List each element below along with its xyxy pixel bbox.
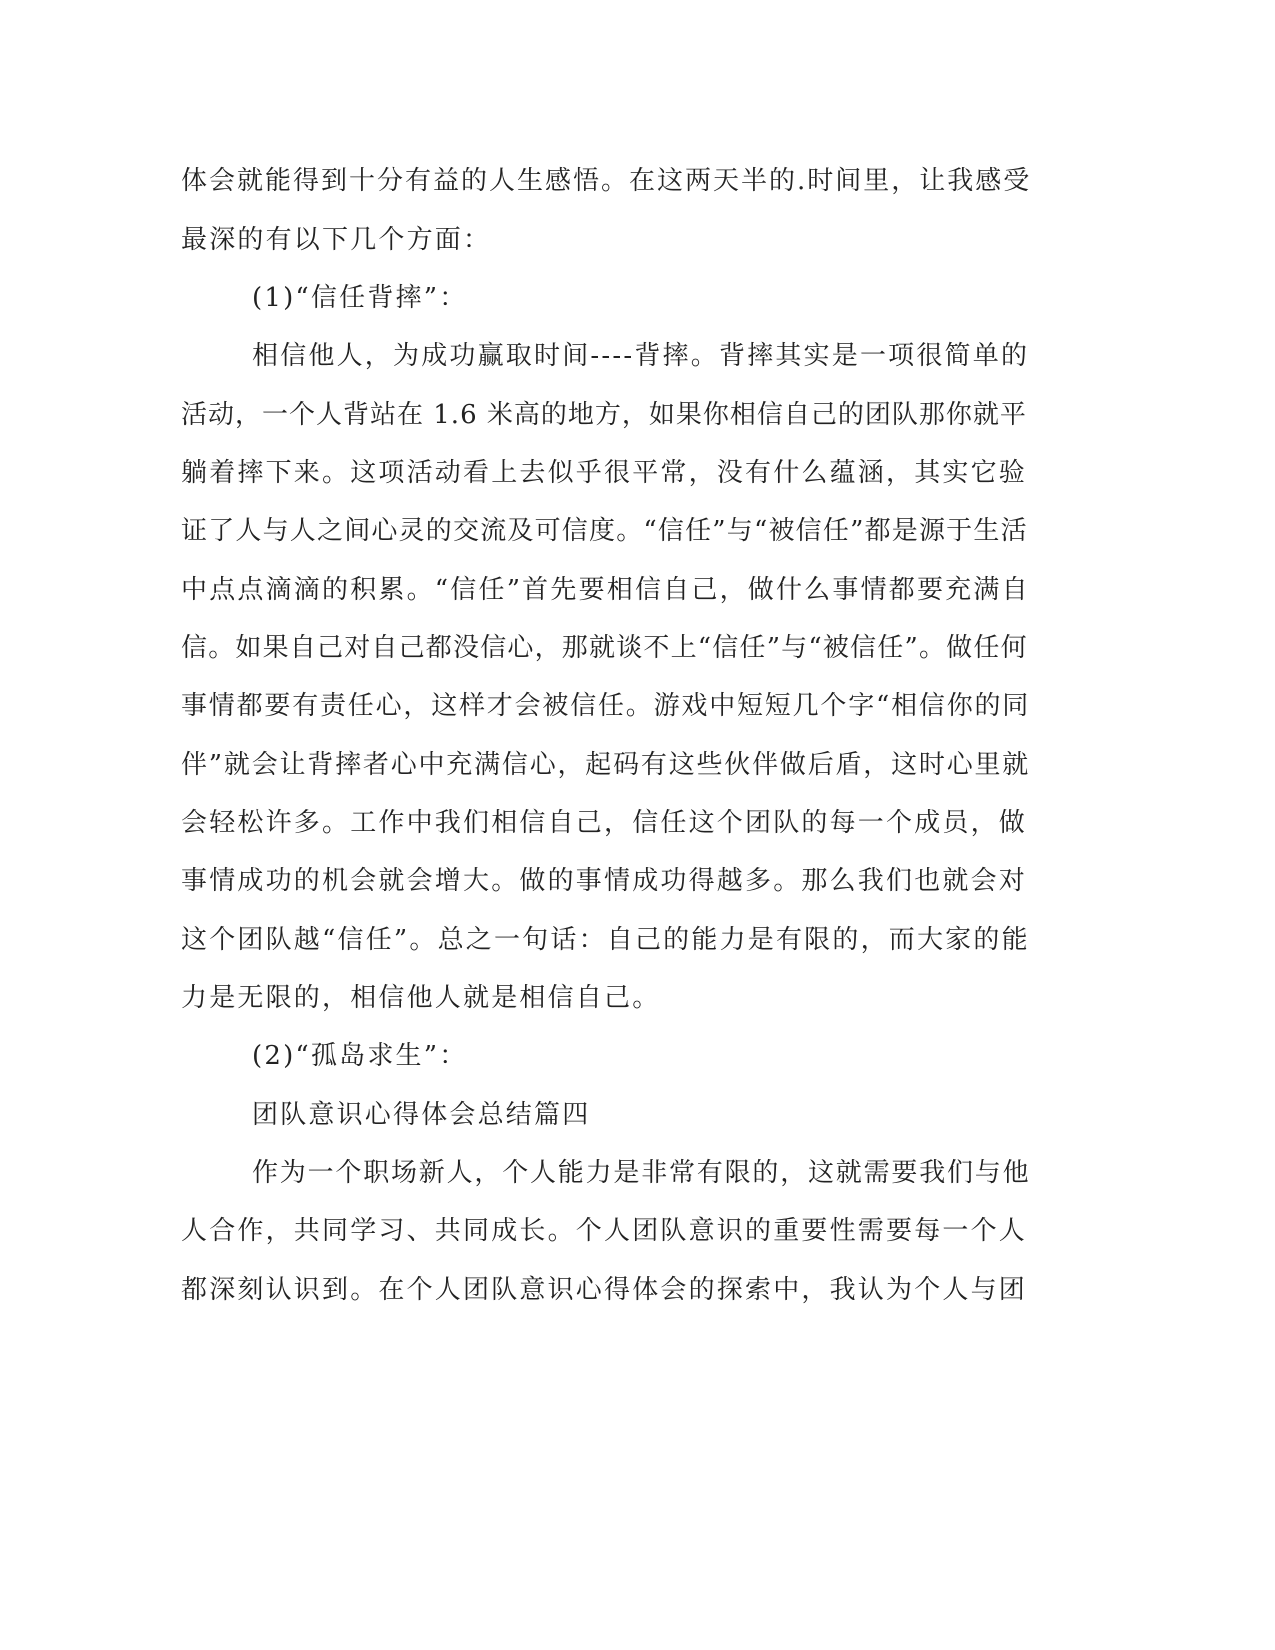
paragraph-line: 作为一个职场新人，个人能力是非常有限的，这就需要我们与他 xyxy=(252,1158,1031,1188)
section-heading: (2)“孤岛求生”： xyxy=(252,1041,468,1071)
section-heading: (1)“信任背摔”： xyxy=(252,283,468,313)
paragraph-line: 都深刻认识到。在个人团队意识心得体会的探索中，我认为个人与团 xyxy=(181,1275,1028,1305)
paragraph-line: 活动，一个人背站在 1.6 米高的地方，如果你相信自己的团队那你就平 xyxy=(181,400,1027,430)
paragraph-line: 这个团队越“信任”。总之一句话：自己的能力是有限的，而大家的能 xyxy=(181,925,1030,955)
paragraph-line: 证了人与人之间心灵的交流及可信度。“信任”与“被信任”都是源于生活 xyxy=(181,516,1028,546)
paragraph-line: 人合作，共同学习、共同成长。个人团队意识的重要性需要每一个人 xyxy=(181,1216,1028,1246)
paragraph-line: 事情都要有责任心，这样才会被信任。游戏中短短几个字“相信你的同 xyxy=(181,691,1031,721)
paragraph-line: 躺着摔下来。这项活动看上去似乎很平常，没有什么蕴涵，其实它验 xyxy=(181,458,1028,488)
paragraph-line: 最深的有以下几个方面： xyxy=(181,225,492,255)
section-title: 团队意识心得体会总结篇四 xyxy=(252,1100,591,1130)
paragraph-line: 伴”就会让背摔者心中充满信心，起码有这些伙伴做后盾，这时心里就 xyxy=(181,750,1031,780)
paragraph-line: 相信他人，为成功赢取时间----背摔。背摔其实是一项很简单的 xyxy=(252,341,1030,371)
paragraph-line: 力是无限的，相信他人就是相信自己。 xyxy=(181,983,661,1013)
paragraph-line: 事情成功的机会就会增大。做的事情成功得越多。那么我们也就会对 xyxy=(181,866,1028,896)
paragraph-line: 中点点滴滴的积累。“信任”首先要相信自己，做什么事情都要充满自 xyxy=(181,575,1030,605)
paragraph-line: 信。如果自己对自己都没信心，那就谈不上“信任”与“被信任”。做任何 xyxy=(181,633,1028,663)
paragraph-line: 会轻松许多。工作中我们相信自己，信任这个团队的每一个成员，做 xyxy=(181,808,1028,838)
paragraph-line: 体会就能得到十分有益的人生感悟。在这两天半的.时间里，让我感受 xyxy=(181,166,1032,196)
